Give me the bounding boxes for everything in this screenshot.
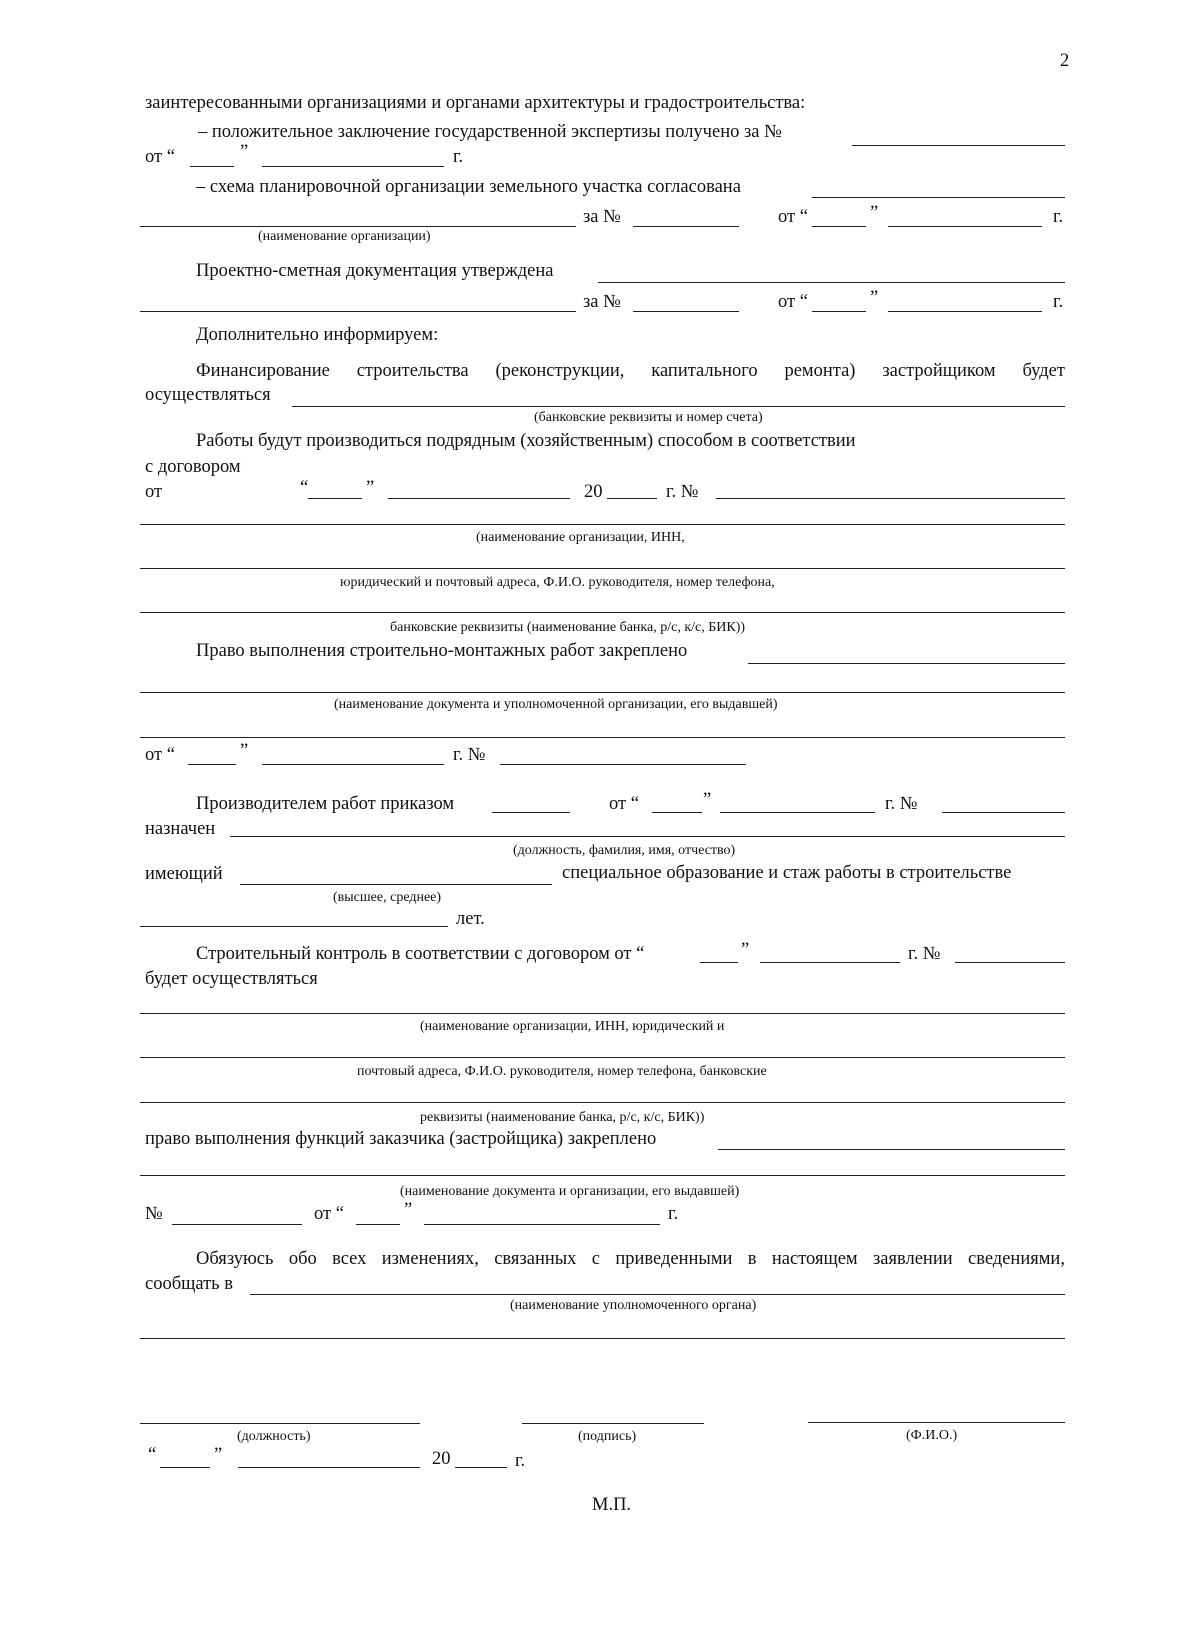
control-org-field[interactable] <box>140 1013 1065 1014</box>
obligation-word: с <box>591 1249 600 1269</box>
additional-info-heading: Дополнительно информируем: <box>196 325 439 345</box>
financing-word: капитального <box>651 361 758 381</box>
contract-year-field[interactable] <box>607 498 657 499</box>
construction-right-close-quote: ” <box>240 741 249 761</box>
construction-right-caption: (наименование документа и уполномоченной организации, его выдавшей) <box>334 697 778 712</box>
signature-year-label: г. <box>515 1451 526 1471</box>
producer-order-field[interactable] <box>492 812 570 813</box>
contractor-caption-1: (наименование организации, ИНН, <box>476 530 685 545</box>
customer-from-label: от “ <box>314 1204 344 1224</box>
customer-month-field[interactable] <box>424 1224 660 1225</box>
scheme-number-field[interactable] <box>633 226 739 227</box>
control-number-label: г. № <box>908 944 941 964</box>
obligation-word: заявлении <box>872 1249 953 1269</box>
project-approver-field[interactable] <box>598 282 1065 283</box>
financing-line-2: осуществляться <box>145 385 271 405</box>
scheme-number-label: за № <box>583 207 621 227</box>
contract-month-field[interactable] <box>388 498 570 499</box>
financing-word: строительства <box>356 361 469 381</box>
scheme-day-field[interactable] <box>812 226 866 227</box>
contract-year-prefix: 20 <box>584 482 603 502</box>
obligation-word: Обязуюсь <box>196 1249 274 1269</box>
construction-right-doc-field-2[interactable] <box>140 737 1065 738</box>
scheme-org-field[interactable] <box>140 226 576 227</box>
signature-day-field[interactable] <box>160 1467 210 1468</box>
producer-close-quote: ” <box>703 790 712 810</box>
control-bank-field[interactable] <box>140 1102 1065 1103</box>
years-label: лет. <box>456 909 485 929</box>
contractor-address-field[interactable] <box>140 568 1065 569</box>
expertise-close-quote: ” <box>240 142 249 162</box>
financing-word: (реконструкции, <box>495 361 625 381</box>
education-tail-text: специальное образование и стаж работы в строительстве <box>562 863 1012 883</box>
contractor-org-field[interactable] <box>140 524 1065 525</box>
construction-right-field[interactable] <box>748 663 1065 664</box>
construction-right-number-label: г. № <box>453 745 486 765</box>
producer-number-label: г. № <box>885 794 918 814</box>
customer-right-field[interactable] <box>718 1149 1065 1150</box>
scheme-text: – схема планировочной организации земельного участка согласована <box>196 177 741 197</box>
report-to-label: сообщать в <box>145 1274 233 1294</box>
obligation-word: настоящем <box>771 1249 858 1269</box>
signature-year-field[interactable] <box>455 1467 507 1468</box>
date-open-quote: “ <box>148 1445 157 1465</box>
control-number-field[interactable] <box>955 962 1065 963</box>
expertise-number-field[interactable] <box>852 145 1065 146</box>
scheme-month-field[interactable] <box>888 226 1042 227</box>
construction-right-from-label: от “ <box>145 745 175 765</box>
project-year-label: г. <box>1053 292 1064 312</box>
control-caption-3: реквизиты (наименование банка, р/с, к/с, БИК)) <box>420 1110 705 1125</box>
construction-right-doc-field[interactable] <box>140 692 1065 693</box>
project-approved-text: Проектно-сметная документация утверждена <box>196 261 554 281</box>
scheme-approver-field[interactable] <box>812 197 1065 198</box>
stamp-place: М.П. <box>592 1495 632 1515</box>
experience-years-field[interactable] <box>140 926 448 927</box>
financing-word: ремонта) <box>784 361 856 381</box>
org-caption: (наименование организации) <box>258 229 431 244</box>
signature-year-prefix: 20 <box>432 1449 451 1469</box>
signature-caption: (подпись) <box>578 1429 637 1444</box>
scheme-year-label: г. <box>1053 207 1064 227</box>
customer-caption: (наименование документа и организации, его выдавшей) <box>400 1184 740 1199</box>
construction-right-number-field[interactable] <box>500 764 746 765</box>
contract-from-label: от <box>145 482 163 502</box>
project-close-quote: ” <box>870 288 879 308</box>
producer-day-field[interactable] <box>652 812 702 813</box>
works-method-text: Работы будут производиться подрядным (хозяйственным) способом в соответствии <box>196 431 856 451</box>
project-number-field[interactable] <box>633 311 739 312</box>
project-from-label: от “ <box>778 292 808 312</box>
project-number-label: за № <box>583 292 621 312</box>
obligation-line <box>196 1248 1065 1270</box>
control-month-field[interactable] <box>760 962 900 963</box>
date-close-quote: ” <box>214 1445 223 1465</box>
authority-caption: (наименование уполномоченного органа) <box>510 1298 757 1313</box>
customer-number-label: № <box>145 1204 163 1224</box>
financing-word: будет <box>1022 361 1065 381</box>
full-name-caption: (Ф.И.О.) <box>906 1428 958 1443</box>
project-org-field[interactable] <box>140 311 576 312</box>
appointed-person-field[interactable] <box>230 836 1065 837</box>
financing-word: Финансирование <box>196 361 330 381</box>
expertise-from-label: от “ <box>145 147 175 167</box>
control-line-2: будет осуществляться <box>145 969 318 989</box>
construction-right-month-field[interactable] <box>262 764 444 765</box>
appointed-person-caption: (должность, фамилия, имя, отчество) <box>513 843 736 858</box>
obligation-word: в <box>747 1249 757 1269</box>
construction-right-text: Право выполнения строительно-монтажных работ закреплено <box>196 641 688 661</box>
signature-month-field[interactable] <box>238 1467 420 1468</box>
expertise-text: – положительное заключение государственной экспертизы получено за № <box>198 122 782 142</box>
producer-number-field[interactable] <box>942 812 1065 813</box>
customer-doc-field[interactable] <box>140 1175 1065 1176</box>
bank-details-field[interactable] <box>292 406 1065 407</box>
obligation-word: приведенными <box>615 1249 733 1269</box>
authority-field-2[interactable] <box>140 1338 1065 1339</box>
financing-line <box>196 360 1065 382</box>
having-label: имеющий <box>145 864 223 884</box>
obligation-word: всех <box>332 1249 367 1269</box>
control-caption-2: почтовый адреса, Ф.И.О. руководителя, номер телефона, банковские <box>357 1064 767 1079</box>
project-day-field[interactable] <box>812 311 866 312</box>
contract-close-quote: ” <box>366 478 375 498</box>
customer-year-label: г. <box>668 1204 679 1224</box>
financing-word: застройщиком <box>882 361 996 381</box>
control-close-quote: ” <box>741 940 750 960</box>
contract-number-field[interactable] <box>716 498 1065 499</box>
scheme-from-label: от “ <box>778 207 808 227</box>
producer-from-label: от “ <box>609 794 639 814</box>
expertise-month-field[interactable] <box>262 166 444 167</box>
contract-label: с договором <box>145 457 241 477</box>
obligation-word: сведениями, <box>967 1249 1065 1269</box>
authority-field[interactable] <box>250 1294 1065 1295</box>
control-day-field[interactable] <box>700 962 738 963</box>
contractor-caption-2: юридический и почтовый адреса, Ф.И.О. руководителя, номер телефона, <box>340 575 775 590</box>
contract-number-label: г. № <box>666 482 699 502</box>
obligation-word: связанных <box>494 1249 577 1269</box>
customer-day-field[interactable] <box>356 1224 400 1225</box>
contract-open-quote: “ <box>300 478 309 498</box>
customer-close-quote: ” <box>404 1200 413 1220</box>
contractor-caption-3: банковские реквизиты (наименование банка, р/с, к/с, БИК)) <box>390 620 746 635</box>
position-field[interactable] <box>140 1423 420 1424</box>
contractor-bank-field[interactable] <box>140 612 1065 613</box>
full-name-field[interactable] <box>808 1422 1065 1423</box>
obligation-word: изменениях, <box>381 1249 479 1269</box>
scheme-close-quote: ” <box>870 203 879 223</box>
appointed-label: назначен <box>145 819 216 839</box>
control-caption-1: (наименование организации, ИНН, юридический и <box>420 1019 725 1034</box>
position-caption: (должность) <box>237 1429 311 1444</box>
control-contract-text: Строительный контроль в соответствии с договором от “ <box>196 944 645 964</box>
construction-right-day-field[interactable] <box>188 764 236 765</box>
obligation-word: обо <box>288 1249 317 1269</box>
customer-right-text: право выполнения функций заказчика (застройщика) закреплено <box>145 1129 657 1149</box>
bank-details-caption: (банковские реквизиты и номер счета) <box>534 410 763 425</box>
education-caption: (высшее, среднее) <box>333 890 442 905</box>
producer-order-text: Производителем работ приказом <box>196 794 455 814</box>
contract-day-field[interactable] <box>308 498 362 499</box>
customer-number-field[interactable] <box>172 1224 302 1225</box>
expertise-year-label: г. <box>453 147 464 167</box>
page-number: 2 <box>1060 51 1070 71</box>
education-field[interactable] <box>240 884 552 885</box>
project-month-field[interactable] <box>888 311 1042 312</box>
producer-month-field[interactable] <box>720 812 875 813</box>
signature-field[interactable] <box>522 1423 704 1424</box>
expertise-day-field[interactable] <box>190 166 234 167</box>
control-address-field[interactable] <box>140 1057 1065 1058</box>
intro-line: заинтересованными организациями и органами архитектуры и градостроительства: <box>145 93 806 113</box>
